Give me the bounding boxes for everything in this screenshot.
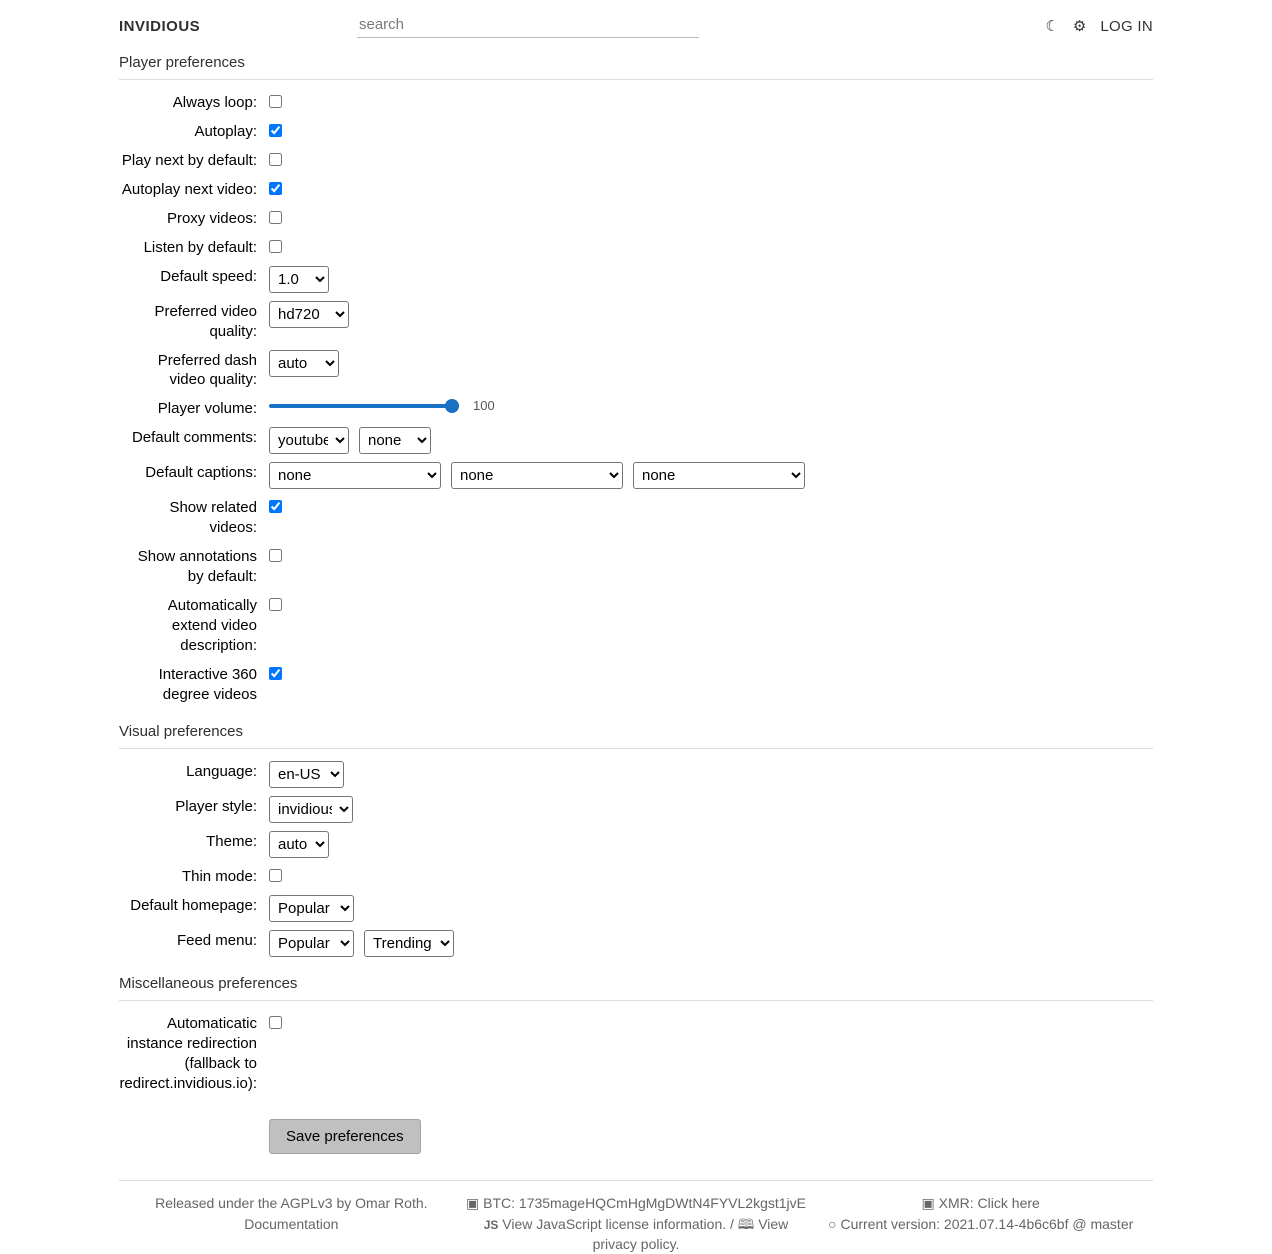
theme-select[interactable] — [269, 831, 329, 858]
pref-control — [269, 895, 1153, 922]
pref-label: Default captions: — [145, 464, 257, 482]
pref-always-loop — [119, 92, 1153, 113]
monero-icon: ▣ — [921, 1195, 935, 1212]
pref-thin-mode — [119, 866, 1153, 887]
login-link[interactable]: LOG IN — [1100, 17, 1153, 35]
autoplay-next-checkbox[interactable] — [269, 182, 282, 195]
btc-address-link[interactable]: BTC: 1735mageHQCmHgMgDWtN4FYVL2kgst1jvE — [483, 1195, 807, 1212]
default-captions-third-select[interactable] — [633, 462, 805, 489]
pref-control — [269, 761, 1153, 788]
pref-label: Default speed: — [160, 267, 257, 285]
pref-label: Feed menu: — [176, 931, 257, 949]
pref-label: Always loop: — [172, 94, 257, 111]
js-badge-icon: JS — [483, 1217, 499, 1232]
pref-label: Show annotations by default: — [137, 548, 257, 586]
pref-control — [269, 664, 1153, 680]
pref-label: Show related videos: — [169, 499, 257, 537]
default-homepage-select[interactable] — [269, 895, 354, 922]
pref-label: Autoplay next video: — [121, 180, 257, 198]
pref-control — [269, 92, 1153, 108]
always-loop-checkbox[interactable] — [269, 95, 282, 108]
pref-default-captions — [119, 462, 1153, 489]
footer-right — [808, 1193, 1153, 1254]
pref-label: Autoplay: — [194, 122, 257, 140]
section-visual-preferences: Visual preferences — [119, 723, 1153, 749]
pref-feed-menu — [119, 930, 1153, 957]
pref-label: Thin mode: — [181, 867, 257, 885]
auto-instance-redirect-checkbox[interactable] — [269, 1016, 282, 1029]
pref-autoplay-next — [119, 179, 1153, 200]
book-icon: 🕮 — [737, 1215, 755, 1232]
pref-label: Automatically extend video description: — [167, 597, 257, 654]
navbar-center — [353, 14, 703, 38]
pref-label: Default homepage: — [130, 896, 257, 914]
pref-control — [269, 546, 1153, 562]
js-license-line — [464, 1214, 809, 1254]
player-volume-slider[interactable] — [269, 404, 459, 408]
player-style-select[interactable] — [269, 796, 353, 823]
pref-default-comments — [119, 427, 1153, 454]
pref-label: Default comments: — [131, 429, 257, 447]
pref-proxy-videos — [119, 208, 1153, 229]
extend-description-checkbox[interactable] — [269, 598, 282, 611]
default-captions-second-select[interactable] — [451, 462, 623, 489]
pref-label: Automaticatic instance redirection (fallback to redirect.invidious.io): — [119, 1014, 257, 1092]
pref-extend-description — [119, 595, 1153, 656]
save-preferences-button[interactable]: Save preferences — [269, 1119, 421, 1154]
pref-control — [269, 930, 1153, 957]
navbar-right — [703, 18, 1272, 35]
version-link[interactable]: Current version: 2021.07.14-4b6c6bf @ master — [840, 1215, 1134, 1232]
pref-control — [269, 150, 1153, 166]
pref-label: Preferred video quality: — [154, 302, 257, 340]
preferences-page — [0, 54, 1272, 1154]
pref-player-volume — [119, 398, 1153, 419]
pref-label: Interactive 360 degree videos — [158, 665, 257, 703]
listen-default-checkbox[interactable] — [269, 240, 282, 253]
pref-label: Theme: — [206, 832, 257, 850]
pref-control — [269, 266, 1153, 293]
xmr-link[interactable]: XMR: Click here — [938, 1195, 1040, 1212]
privacy-policy-link[interactable]: View privacy policy. — [592, 1215, 789, 1253]
proxy-videos-checkbox[interactable] — [269, 211, 282, 224]
xmr-line — [808, 1193, 1153, 1213]
pref-label: Proxy videos: — [166, 209, 257, 227]
volume-value: 100 — [473, 398, 495, 414]
pref-control — [269, 301, 1153, 328]
volume-slider-wrap — [269, 398, 495, 413]
pref-video-quality — [119, 301, 1153, 342]
feed-menu-first-select[interactable] — [269, 930, 354, 957]
github-icon: ○ — [828, 1215, 837, 1232]
pref-control — [269, 831, 1153, 858]
pref-play-next — [119, 150, 1153, 171]
pref-control — [269, 866, 1153, 882]
pref-control — [269, 208, 1153, 224]
pref-theme — [119, 831, 1153, 858]
pref-listen-default — [119, 237, 1153, 258]
pref-label: Preferred dash video quality: — [157, 351, 257, 389]
language-select[interactable] — [269, 761, 344, 788]
pref-control — [269, 398, 1153, 413]
search-input[interactable] — [357, 14, 699, 38]
pref-default-homepage — [119, 895, 1153, 922]
preferred-video-quality-select[interactable] — [269, 301, 349, 328]
pref-control — [269, 497, 1153, 513]
pref-control — [269, 595, 1153, 611]
pref-interactive-360 — [119, 664, 1153, 705]
footer-separator: / — [730, 1215, 734, 1232]
pref-label: Listen by default: — [143, 238, 257, 256]
pref-annotations — [119, 546, 1153, 587]
feed-menu-second-select[interactable] — [364, 930, 454, 957]
pref-control — [269, 1013, 1153, 1029]
pref-related-videos — [119, 497, 1153, 538]
pref-control — [269, 237, 1153, 253]
pref-control — [269, 179, 1153, 195]
footer-left — [119, 1193, 464, 1254]
pref-control — [269, 796, 1153, 823]
pref-control — [269, 427, 1153, 454]
footer-license-text: Released under the AGPLv3 by Omar Roth. — [155, 1195, 428, 1212]
pref-auto-redirect — [119, 1013, 1153, 1094]
show-annotations-checkbox[interactable] — [269, 549, 282, 562]
pref-label: Language: — [186, 762, 257, 780]
section-misc-preferences: Miscellaneous preferences — [119, 975, 1153, 1001]
moon-icon[interactable]: ☾ — [1045, 17, 1059, 35]
top-navbar — [0, 0, 1272, 48]
default-captions-first-select[interactable] — [269, 462, 441, 489]
pref-control — [269, 121, 1153, 137]
default-comments-second-select[interactable] — [359, 427, 431, 454]
save-spacer — [119, 1119, 269, 1154]
show-related-videos-checkbox[interactable] — [269, 500, 282, 513]
pref-autoplay — [119, 121, 1153, 142]
footer-center — [464, 1193, 809, 1254]
js-license-link[interactable]: View JavaScript license information. — [502, 1215, 727, 1232]
default-speed-select[interactable] — [269, 266, 329, 293]
gear-icon[interactable]: ⚙ — [1072, 17, 1087, 35]
btc-line — [464, 1193, 809, 1213]
pref-label: Player volume: — [157, 400, 257, 418]
brand-logo[interactable]: INVIDIOUS — [119, 17, 201, 35]
autoplay-checkbox[interactable] — [269, 124, 282, 137]
default-comments-first-select[interactable] — [269, 427, 349, 454]
interactive-360-checkbox[interactable] — [269, 667, 282, 680]
section-player-preferences: Player preferences — [119, 54, 1153, 80]
pref-player-style — [119, 796, 1153, 823]
pref-default-speed — [119, 266, 1153, 293]
pref-control — [269, 350, 1153, 377]
pref-dash-quality — [119, 350, 1153, 391]
save-preferences-row — [119, 1119, 1153, 1154]
page-footer — [119, 1180, 1153, 1254]
navbar-left — [0, 18, 353, 35]
preferred-dash-quality-select[interactable] — [269, 350, 339, 377]
coin-icon: ▣ — [466, 1195, 480, 1212]
play-next-checkbox[interactable] — [269, 153, 282, 166]
pref-label: Player style: — [175, 797, 257, 815]
version-line — [808, 1214, 1153, 1234]
pref-control — [269, 462, 1153, 489]
pref-label: Play next by default: — [121, 151, 257, 169]
documentation-link[interactable]: Documentation — [244, 1215, 339, 1232]
thin-mode-checkbox[interactable] — [269, 869, 282, 882]
pref-language — [119, 761, 1153, 788]
